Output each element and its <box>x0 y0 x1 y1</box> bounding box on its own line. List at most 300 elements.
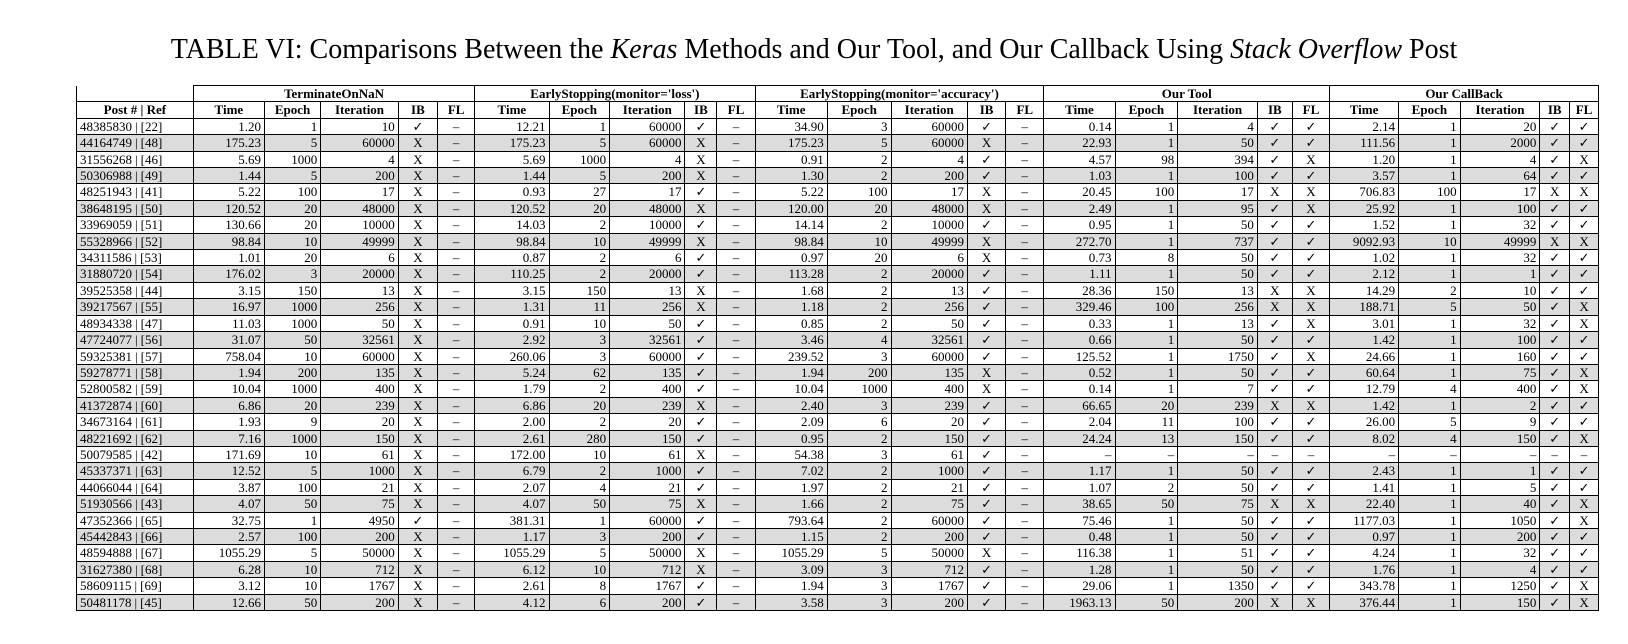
table-row <box>77 200 1599 216</box>
post-ref-cell <box>77 430 194 446</box>
fl-cell: – <box>717 561 755 577</box>
fl-cell: – <box>438 200 475 216</box>
separator: | <box>135 348 138 364</box>
fl-cell: – <box>438 233 475 249</box>
iteration-cell: 4 <box>1460 561 1540 577</box>
epoch-cell: 1 <box>1115 332 1178 348</box>
ib-cell: X <box>398 414 437 430</box>
time-cell: 16.97 <box>193 299 264 315</box>
ib-cell: ✓ <box>685 414 717 430</box>
epoch-cell: 1 <box>1115 348 1178 364</box>
post-ref-cell <box>77 217 194 233</box>
fl-cell: – <box>438 594 475 610</box>
ib-cell: ✓ <box>685 118 717 134</box>
time-cell: 130.66 <box>193 217 264 233</box>
iteration-cell: 50 <box>321 315 399 331</box>
group-header-our-tool: Our Tool <box>1044 86 1330 102</box>
fl-cell: ✓ <box>1292 332 1329 348</box>
time-cell: 1.42 <box>1330 332 1399 348</box>
iteration-cell: 64 <box>1460 168 1540 184</box>
fl-cell: – <box>717 397 755 413</box>
fl-cell: – <box>717 512 755 528</box>
fl-cell: X <box>1292 200 1329 216</box>
time-cell: 10.04 <box>193 381 264 397</box>
fl-cell: – <box>438 545 475 561</box>
post-ref-cell <box>77 168 194 184</box>
epoch-cell: 5 <box>264 463 320 479</box>
time-cell: 4.07 <box>475 496 549 512</box>
fl-cell: X <box>1292 151 1329 167</box>
post-ref-cell <box>77 184 194 200</box>
post-id: 55328966 <box>80 233 132 249</box>
ib-cell: ✓ <box>967 446 1005 462</box>
column-header: Epoch <box>264 102 320 118</box>
time-cell: 381.31 <box>475 512 549 528</box>
ib-cell: ✓ <box>967 430 1005 446</box>
fl-cell: ✓ <box>1292 118 1329 134</box>
separator: | <box>135 479 138 495</box>
epoch-cell: 1 <box>1399 266 1461 282</box>
fl-cell: ✓ <box>1570 479 1599 495</box>
ref: [55] <box>140 299 163 315</box>
separator: | <box>135 381 138 397</box>
column-header: Epoch <box>827 102 891 118</box>
ib-cell: ✓ <box>1540 315 1570 331</box>
ib-cell: ✓ <box>398 118 437 134</box>
ref: [68] <box>140 561 163 577</box>
ref: [64] <box>140 479 163 495</box>
iteration-cell: 21 <box>610 479 685 495</box>
epoch-cell: 100 <box>1115 299 1178 315</box>
epoch-cell: 5 <box>1399 414 1461 430</box>
iteration-cell: 20 <box>1460 118 1540 134</box>
iteration-cell: 13 <box>891 282 967 298</box>
epoch-cell: 50 <box>1115 594 1178 610</box>
ib-cell: ✓ <box>685 364 717 380</box>
ib-cell: X <box>398 200 437 216</box>
fl-cell: ✓ <box>1570 282 1599 298</box>
time-cell: 1.18 <box>755 299 827 315</box>
post-id: 33969059 <box>80 217 132 233</box>
fl-cell: ✓ <box>1570 463 1599 479</box>
post-ref-cell <box>77 594 194 610</box>
post-ref-cell <box>77 118 194 134</box>
ref: [58] <box>140 364 163 380</box>
epoch-cell: 10 <box>264 578 320 594</box>
column-header: Iteration <box>1178 102 1258 118</box>
ib-cell: X <box>398 496 437 512</box>
ib-cell: ✓ <box>1540 348 1570 364</box>
time-cell: 26.00 <box>1330 414 1399 430</box>
ib-cell: ✓ <box>685 578 717 594</box>
fl-cell: – <box>438 299 475 315</box>
fl-cell: – <box>1006 315 1044 331</box>
ib-cell: X <box>1257 397 1292 413</box>
fl-cell: – <box>717 545 755 561</box>
iteration-cell: 256 <box>610 299 685 315</box>
post-ref-cell <box>77 528 194 544</box>
post-id: 48594888 <box>80 545 132 561</box>
time-cell: 1.41 <box>1330 479 1399 495</box>
fl-cell: – <box>438 168 475 184</box>
fl-cell: ✓ <box>1292 528 1329 544</box>
ib-cell: ✓ <box>685 528 717 544</box>
time-cell: – <box>1044 446 1115 462</box>
fl-cell: – <box>717 463 755 479</box>
iteration-cell: 2000 <box>1460 135 1540 151</box>
time-cell: 14.03 <box>475 217 549 233</box>
time-cell: 260.06 <box>475 348 549 364</box>
time-cell: 12.66 <box>193 594 264 610</box>
epoch-cell: 1 <box>1399 561 1461 577</box>
epoch-cell: 1 <box>1399 496 1461 512</box>
iteration-cell: 1050 <box>1460 512 1540 528</box>
epoch-cell: 1 <box>1399 200 1461 216</box>
ib-cell: ✓ <box>1257 200 1292 216</box>
fl-cell: – <box>717 446 755 462</box>
table-row <box>77 479 1599 495</box>
iteration-cell: 10000 <box>321 217 399 233</box>
post-id: 34673164 <box>80 414 132 430</box>
time-cell: 2.07 <box>475 479 549 495</box>
table-row <box>77 315 1599 331</box>
post-ref-cell <box>77 315 194 331</box>
time-cell: 125.52 <box>1044 348 1115 364</box>
time-cell: 1.02 <box>1330 250 1399 266</box>
iteration-cell: 20 <box>321 414 399 430</box>
fl-cell: – <box>438 397 475 413</box>
ib-cell: X <box>398 299 437 315</box>
fl-cell: X <box>1292 282 1329 298</box>
ib-cell: ✓ <box>398 512 437 528</box>
time-cell: 1.42 <box>1330 397 1399 413</box>
ib-cell: X <box>1257 299 1292 315</box>
post-ref-cell <box>77 578 194 594</box>
time-cell: 1.66 <box>755 496 827 512</box>
ib-cell: X <box>398 282 437 298</box>
fl-cell: – <box>717 430 755 446</box>
post-id: 51930566 <box>80 496 132 512</box>
iteration-cell: 32 <box>1460 545 1540 561</box>
ib-cell: ✓ <box>1540 430 1570 446</box>
iteration-cell: 75 <box>891 496 967 512</box>
fl-cell: ✓ <box>1292 414 1329 430</box>
separator: | <box>135 561 138 577</box>
time-cell: 32.75 <box>193 512 264 528</box>
ib-cell: ✓ <box>685 266 717 282</box>
epoch-cell: 20 <box>827 200 891 216</box>
fl-cell: – <box>1006 348 1044 364</box>
iteration-cell: 61 <box>321 446 399 462</box>
time-cell: 2.00 <box>475 414 549 430</box>
ib-cell: X <box>1257 496 1292 512</box>
ib-cell: X <box>398 217 437 233</box>
fl-cell: – <box>1006 282 1044 298</box>
ref: [60] <box>140 397 163 413</box>
ib-cell: X <box>967 184 1005 200</box>
time-cell: 175.23 <box>755 135 827 151</box>
separator: | <box>135 512 138 528</box>
time-cell: 1.30 <box>755 168 827 184</box>
iteration-cell: 6 <box>891 250 967 266</box>
ib-cell: ✓ <box>685 594 717 610</box>
time-cell: 5.22 <box>755 184 827 200</box>
post-ref-cell <box>77 479 194 495</box>
separator: | <box>135 528 138 544</box>
ib-cell: X <box>398 332 437 348</box>
iteration-cell: 400 <box>321 381 399 397</box>
ib-cell: X <box>685 496 717 512</box>
fl-cell: – <box>438 496 475 512</box>
separator: | <box>134 578 138 594</box>
time-cell: 110.25 <box>475 266 549 282</box>
fl-cell: – <box>717 135 755 151</box>
time-cell: 1055.29 <box>193 545 264 561</box>
ib-cell: ✓ <box>1540 364 1570 380</box>
iteration-cell: 239 <box>321 397 399 413</box>
fl-cell: ✓ <box>1570 118 1599 134</box>
ib-cell: ✓ <box>1540 250 1570 266</box>
ref: [43] <box>140 496 163 512</box>
column-header: Iteration <box>321 102 399 118</box>
ib-cell: ✓ <box>967 594 1005 610</box>
ib-cell: X <box>398 233 437 249</box>
epoch-cell: 3 <box>264 266 320 282</box>
post-id: 48251943 <box>80 184 132 200</box>
epoch-cell: 9 <box>264 414 320 430</box>
epoch-cell: 50 <box>1115 496 1178 512</box>
time-cell: 1.15 <box>755 528 827 544</box>
fl-cell: – <box>717 266 755 282</box>
time-cell: 75.46 <box>1044 512 1115 528</box>
iteration-cell: 32561 <box>610 332 685 348</box>
time-cell: 6.79 <box>475 463 549 479</box>
iteration-cell: 200 <box>891 168 967 184</box>
time-cell: 2.12 <box>1330 266 1399 282</box>
fl-cell: X <box>1570 233 1599 249</box>
fl-cell: ✓ <box>1292 512 1329 528</box>
ib-cell: X <box>398 545 437 561</box>
iteration-cell: 200 <box>610 168 685 184</box>
fl-cell: – <box>717 594 755 610</box>
iteration-cell: 4 <box>321 151 399 167</box>
column-header: IB <box>1540 102 1570 118</box>
ib-cell: X <box>398 151 437 167</box>
iteration-cell: 13 <box>1178 315 1258 331</box>
column-header: Time <box>193 102 264 118</box>
caption-keras: Keras <box>610 34 678 65</box>
post-id: 31880720 <box>80 266 132 282</box>
table-row <box>77 282 1599 298</box>
fl-cell: – <box>717 315 755 331</box>
fl-cell: – <box>438 315 475 331</box>
fl-cell: – <box>1006 184 1044 200</box>
epoch-cell: – <box>1115 446 1178 462</box>
time-cell: 2.57 <box>193 528 264 544</box>
iteration-cell: 60000 <box>610 348 685 364</box>
epoch-cell: 1 <box>1115 381 1178 397</box>
epoch-cell: 20 <box>264 250 320 266</box>
ib-cell: – <box>1257 446 1292 462</box>
fl-cell: ✓ <box>1570 348 1599 364</box>
iteration-cell: 32 <box>1460 315 1540 331</box>
fl-cell: – <box>1006 414 1044 430</box>
time-cell: 1.01 <box>193 250 264 266</box>
table-row <box>77 299 1599 315</box>
ib-cell: ✓ <box>1540 266 1570 282</box>
fl-cell: – <box>438 151 475 167</box>
epoch-cell: 1 <box>1399 545 1461 561</box>
iteration-cell: 60000 <box>891 348 967 364</box>
fl-cell: – <box>438 381 475 397</box>
fl-cell: – <box>717 479 755 495</box>
table-row <box>77 430 1599 446</box>
table-row <box>77 348 1599 364</box>
group-header-earlystopping-accuracy: EarlyStopping(monitor='accuracy') <box>755 86 1044 102</box>
ib-cell: ✓ <box>685 250 717 266</box>
ib-cell: ✓ <box>1257 233 1292 249</box>
iteration-cell: 10 <box>321 118 399 134</box>
column-header: Iteration <box>610 102 685 118</box>
ib-cell: X <box>398 578 437 594</box>
epoch-cell: 5 <box>827 135 891 151</box>
post-id: 41372874 <box>80 397 132 413</box>
ib-cell: ✓ <box>1540 479 1570 495</box>
iteration-cell: 48000 <box>610 200 685 216</box>
ib-cell: ✓ <box>967 151 1005 167</box>
fl-cell: ✓ <box>1292 578 1329 594</box>
iteration-cell: 20 <box>891 414 967 430</box>
epoch-cell: 1000 <box>264 315 320 331</box>
ref: [46] <box>140 151 163 167</box>
iteration-cell: 60000 <box>610 135 685 151</box>
time-cell: 0.97 <box>1330 528 1399 544</box>
iteration-cell: 60000 <box>610 512 685 528</box>
iteration-cell: 20000 <box>321 266 399 282</box>
epoch-cell: 1000 <box>827 381 891 397</box>
iteration-cell: 49999 <box>610 233 685 249</box>
ib-cell: X <box>685 545 717 561</box>
post-ref-cell <box>77 233 194 249</box>
ib-cell: ✓ <box>1540 578 1570 594</box>
post-ref-cell <box>77 250 194 266</box>
iteration-cell: 13 <box>610 282 685 298</box>
iteration-cell: 4 <box>1178 118 1258 134</box>
ib-cell: ✓ <box>1257 250 1292 266</box>
post-ref-cell <box>77 561 194 577</box>
time-cell: 1.20 <box>1330 151 1399 167</box>
iteration-cell: 200 <box>321 594 399 610</box>
fl-cell: – <box>1006 496 1044 512</box>
time-cell: 116.38 <box>1044 545 1115 561</box>
time-cell: 2.92 <box>475 332 549 348</box>
iteration-cell: 256 <box>1178 299 1258 315</box>
fl-cell: – <box>717 299 755 315</box>
epoch-cell: 3 <box>827 397 891 413</box>
ref: [63] <box>140 463 163 479</box>
epoch-cell: 200 <box>264 364 320 380</box>
ib-cell: ✓ <box>1540 414 1570 430</box>
ib-cell: X <box>398 463 437 479</box>
epoch-cell: 2 <box>549 463 610 479</box>
iteration-cell: 100 <box>1178 168 1258 184</box>
fl-cell: X <box>1570 496 1599 512</box>
iteration-cell: 1000 <box>321 463 399 479</box>
iteration-cell: 50 <box>1178 332 1258 348</box>
column-header: IB <box>967 102 1005 118</box>
ib-cell: ✓ <box>1540 217 1570 233</box>
post-id: 58609115 <box>80 578 132 594</box>
fl-cell: – <box>717 496 755 512</box>
post-ref-cell <box>77 135 194 151</box>
ib-cell: X <box>398 364 437 380</box>
column-header: Time <box>475 102 549 118</box>
epoch-cell: 50 <box>264 496 320 512</box>
epoch-cell: 4 <box>827 332 891 348</box>
epoch-cell: 1 <box>1399 364 1461 380</box>
fl-cell: X <box>1570 184 1599 200</box>
fl-cell: – <box>438 266 475 282</box>
fl-cell: – <box>1006 266 1044 282</box>
epoch-cell: 10 <box>549 233 610 249</box>
column-header: FL <box>438 102 475 118</box>
iteration-cell: 394 <box>1178 151 1258 167</box>
fl-cell: – <box>438 479 475 495</box>
fl-cell: – <box>717 217 755 233</box>
table-row <box>77 118 1599 134</box>
epoch-cell: 150 <box>549 282 610 298</box>
time-cell: 38.65 <box>1044 496 1115 512</box>
iteration-cell: 75 <box>610 496 685 512</box>
time-cell: 1.44 <box>475 168 549 184</box>
iteration-cell: 135 <box>891 364 967 380</box>
ib-cell: X <box>685 151 717 167</box>
column-header: IB <box>398 102 437 118</box>
iteration-cell: 60000 <box>610 118 685 134</box>
fl-cell: – <box>438 528 475 544</box>
iteration-cell: 50000 <box>891 545 967 561</box>
ib-cell: X <box>1257 282 1292 298</box>
ib-cell: ✓ <box>967 463 1005 479</box>
iteration-cell: 20 <box>610 414 685 430</box>
post-id: 50079585 <box>80 446 132 462</box>
ib-cell: ✓ <box>967 332 1005 348</box>
post-ref-cell <box>77 512 194 528</box>
ib-cell: ✓ <box>1257 545 1292 561</box>
group-header-blank <box>77 86 194 102</box>
separator: | <box>134 250 138 266</box>
epoch-cell: 1 <box>1115 135 1178 151</box>
epoch-cell: 1 <box>1399 135 1461 151</box>
epoch-cell: 1 <box>264 512 320 528</box>
time-cell: 0.14 <box>1044 118 1115 134</box>
iteration-cell: 75 <box>321 496 399 512</box>
table-row <box>77 233 1599 249</box>
time-cell: 1.17 <box>475 528 549 544</box>
time-cell: 7.16 <box>193 430 264 446</box>
time-cell: 1.76 <box>1330 561 1399 577</box>
ib-cell: ✓ <box>685 184 717 200</box>
iteration-cell: 75 <box>1460 364 1540 380</box>
epoch-cell: 1 <box>1115 315 1178 331</box>
fl-cell: ✓ <box>1570 200 1599 216</box>
time-cell: 171.69 <box>193 446 264 462</box>
post-id: 38648195 <box>80 200 132 216</box>
epoch-cell: 2 <box>827 496 891 512</box>
iteration-cell: 50 <box>1178 561 1258 577</box>
epoch-cell: 280 <box>549 430 610 446</box>
separator: | <box>135 184 138 200</box>
